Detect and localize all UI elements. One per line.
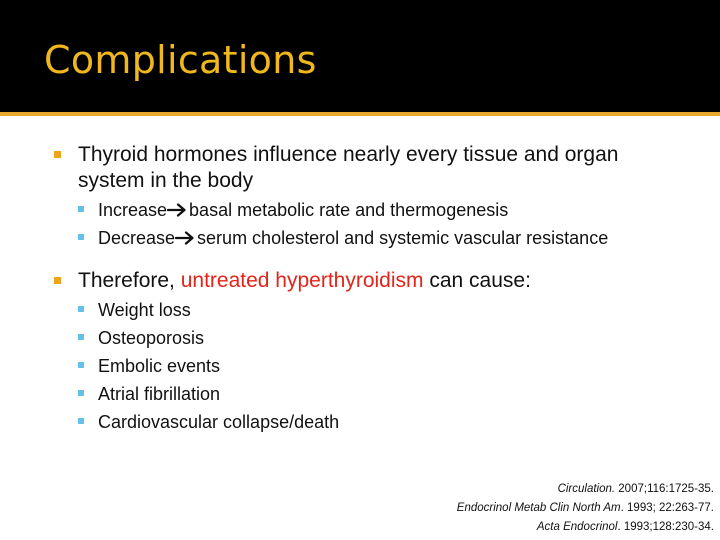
highlight-text: untreated hyperthyroidism	[180, 269, 424, 292]
bullet-suffix: can cause:	[423, 269, 531, 292]
sub-bullet-weight-loss	[50, 298, 680, 322]
square-bullet-icon	[54, 277, 61, 284]
sub-bullet-text: Cardiovascular collapse/death	[98, 412, 340, 432]
accent-divider	[0, 112, 720, 116]
sub-bullet-text: Embolic events	[98, 356, 221, 376]
square-bullet-icon	[78, 334, 84, 340]
sub-bullet-osteoporosis	[50, 326, 680, 350]
bullet-prefix: Therefore,	[78, 269, 181, 292]
sub-bullet-embolic-events	[50, 354, 680, 378]
sub-bullet-increase	[50, 198, 680, 222]
sub-bullet-text: serum cholesterol and systemic vascular resistance	[197, 228, 609, 248]
square-bullet-icon	[78, 306, 84, 312]
sub-bullet-text: Atrial fibrillation	[98, 384, 221, 404]
reference-item	[457, 480, 714, 499]
sub-bullet-cardiovascular-collapse	[50, 410, 680, 434]
square-bullet-icon	[78, 234, 84, 240]
sub-bullet-text: Osteoporosis	[98, 328, 205, 348]
sub-bullet-text: Weight loss	[98, 300, 191, 320]
arrow-right-icon	[175, 231, 197, 245]
reference-item	[457, 499, 714, 518]
sub-bullet-lead: Increase	[98, 200, 168, 220]
reference-item	[457, 518, 714, 537]
reference-citation: . 1993;128:230-34.	[617, 521, 714, 533]
sub-bullet-atrial-fibrillation	[50, 382, 680, 406]
reference-journal: Acta Endocrinol	[536, 521, 618, 533]
sub-bullet-decrease	[50, 226, 680, 250]
reference-journal: Endocrinol Metab Clin North Am	[456, 502, 621, 514]
references	[457, 480, 714, 537]
slide-content	[50, 142, 680, 434]
bullet-thyroid-hormones	[50, 142, 680, 194]
square-bullet-icon	[78, 418, 84, 424]
sub-bullet-lead: Decrease	[98, 228, 176, 248]
reference-citation: . 1993; 22:263-77.	[620, 502, 714, 514]
square-bullet-icon	[78, 390, 84, 396]
arrow-right-icon	[167, 203, 189, 217]
sub-bullet-text: basal metabolic rate and thermogenesis	[189, 200, 509, 220]
slide-title: Complications	[44, 38, 317, 82]
reference-citation: 2007;116:1725-35.	[615, 483, 714, 495]
bullet-therefore	[50, 268, 680, 294]
reference-journal: Circulation.	[557, 483, 616, 495]
square-bullet-icon	[54, 151, 61, 158]
square-bullet-icon	[78, 362, 84, 368]
title-bar	[0, 0, 720, 112]
bullet-text: Thyroid hormones influence nearly every tissue and organ system in the body	[78, 143, 619, 192]
square-bullet-icon	[78, 206, 84, 212]
